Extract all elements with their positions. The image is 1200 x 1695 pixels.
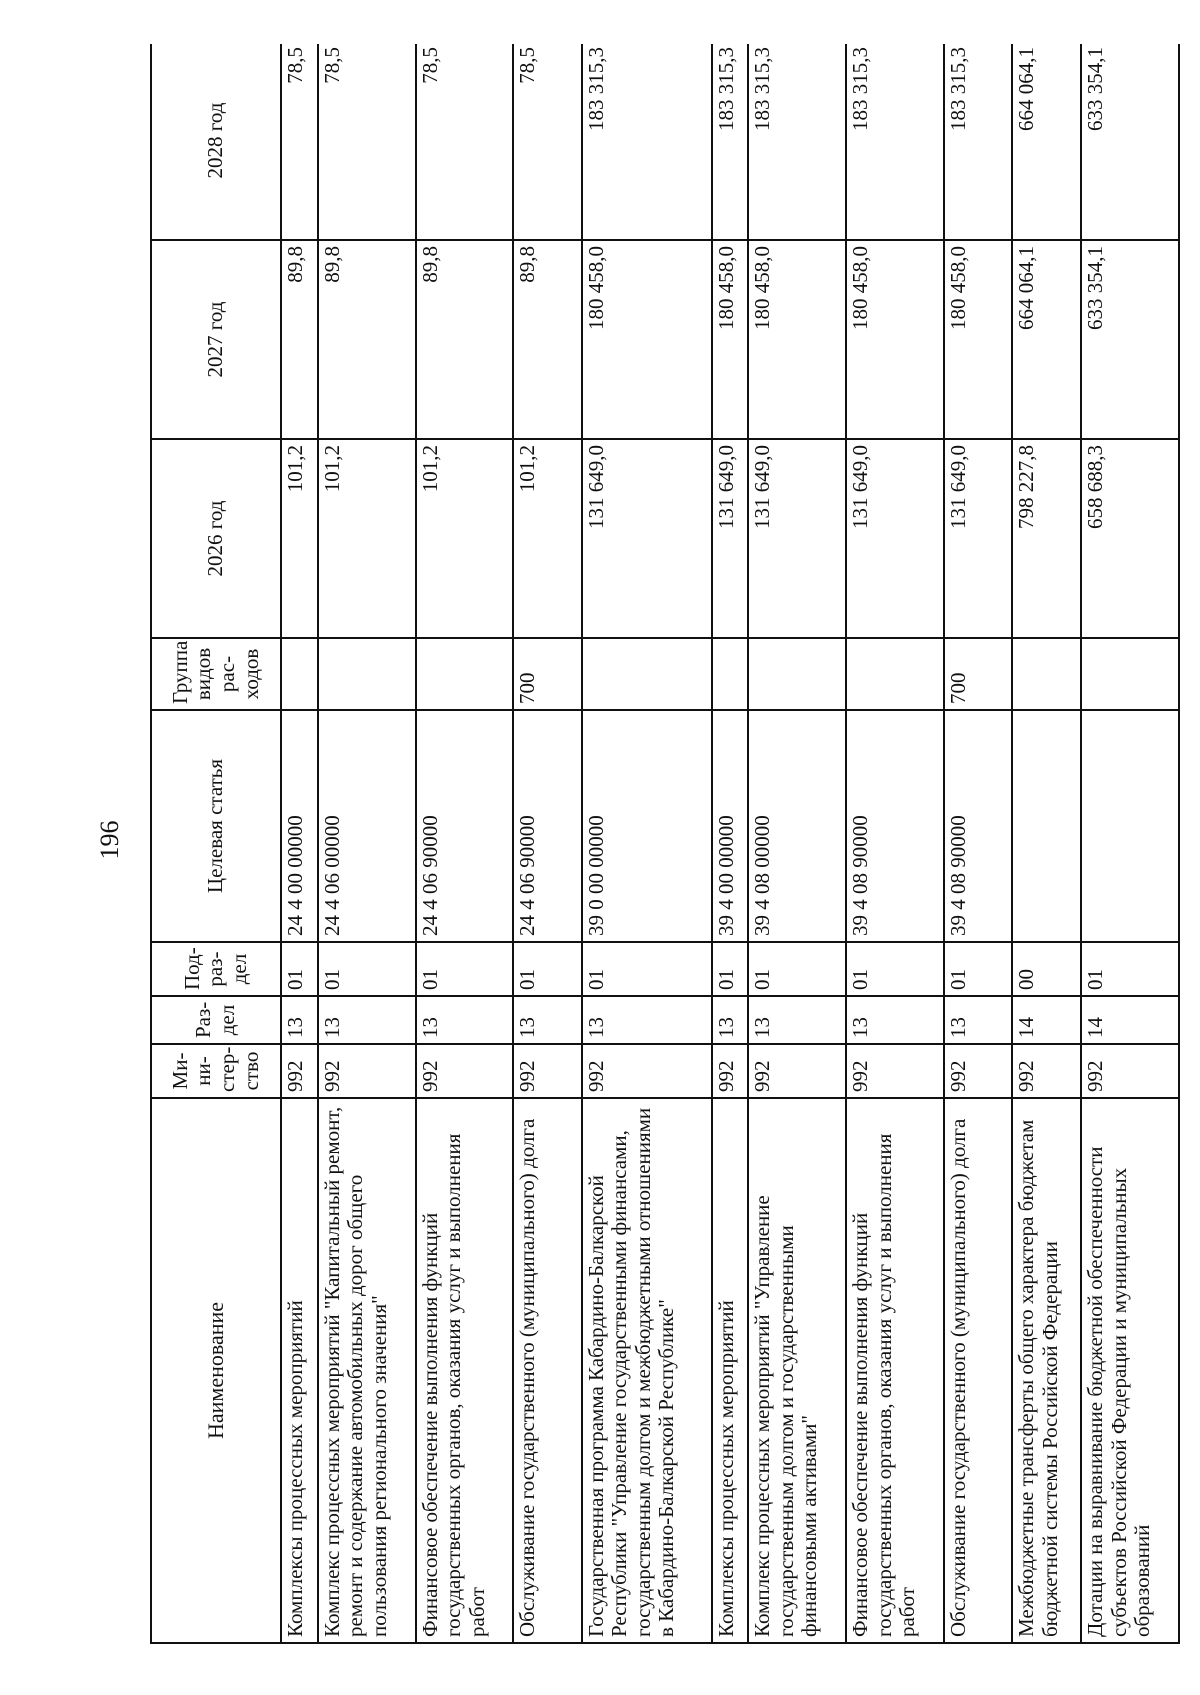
cell-ministry: 992 [846, 1044, 944, 1098]
cell-ministry: 992 [748, 1044, 846, 1098]
cell-2028: 78,5 [318, 44, 416, 240]
cell-target: 39 4 08 00000 [748, 710, 846, 942]
cell-ministry: 992 [944, 1044, 1013, 1098]
cell-2026: 131 649,0 [712, 439, 749, 638]
cell-section: 14 [1081, 996, 1179, 1044]
cell-target: 24 4 06 00000 [318, 710, 416, 942]
cell-target: 39 0 00 00000 [582, 710, 712, 942]
cell-name: Обслуживание государственного (муниципального) долга [513, 1098, 582, 1643]
cell-group: 700 [944, 638, 1013, 710]
cell-2027: 180 458,0 [582, 240, 712, 439]
cell-target: 24 4 00 00000 [281, 710, 318, 942]
cell-section: 13 [582, 996, 712, 1044]
cell-target: 39 4 08 90000 [846, 710, 944, 942]
cell-name: Комплексы процессных мероприятий [281, 1098, 318, 1643]
cell-2028: 633 354,1 [1081, 44, 1179, 240]
cell-group [712, 638, 749, 710]
cell-2026: 131 649,0 [582, 439, 712, 638]
cell-section: 13 [318, 996, 416, 1044]
header-year-2027: 2027 год [151, 240, 281, 439]
cell-2026: 131 649,0 [748, 439, 846, 638]
cell-2027: 664 064,1 [1012, 240, 1081, 439]
header-year-2028: 2028 год [151, 44, 281, 240]
cell-2028: 183 315,3 [846, 44, 944, 240]
cell-2028: 78,5 [513, 44, 582, 240]
table-row [944, 44, 1013, 1643]
cell-2027: 633 354,1 [1081, 240, 1179, 439]
cell-subsection: 00 [1012, 942, 1081, 996]
cell-subsection: 01 [318, 942, 416, 996]
cell-name: Финансовое обеспечение выполнения функций государственных органов, оказания услуг и выполнения работ [416, 1098, 514, 1643]
table-row [318, 44, 416, 1643]
table-row [712, 44, 749, 1643]
cell-group [582, 638, 712, 710]
cell-name: Комплекс процессных мероприятий "Капитальный ремонт, ремонт и содержание автомобильных дорог общего пользования регионального значения" [318, 1098, 416, 1643]
cell-section: 13 [944, 996, 1013, 1044]
cell-ministry: 992 [1012, 1044, 1081, 1098]
table-row [416, 44, 514, 1643]
cell-ministry: 992 [281, 1044, 318, 1098]
cell-target [1012, 710, 1081, 942]
cell-name: Обслуживание государственного (муниципального) долга [944, 1098, 1013, 1643]
header-expense-group: Группа видов рас-ходов [151, 638, 281, 710]
cell-subsection: 01 [748, 942, 846, 996]
cell-name: Комплекс процессных мероприятий "Управление государственным долгом и государственными финансовыми активами" [748, 1098, 846, 1643]
table-row [582, 44, 712, 1643]
cell-subsection: 01 [1081, 942, 1179, 996]
cell-subsection: 01 [944, 942, 1013, 996]
cell-2028: 78,5 [416, 44, 514, 240]
table-row [748, 44, 846, 1643]
cell-target: 24 4 06 90000 [416, 710, 514, 942]
cell-2028: 78,5 [281, 44, 318, 240]
cell-group [1081, 638, 1179, 710]
cell-2027: 89,8 [513, 240, 582, 439]
cell-2026: 101,2 [281, 439, 318, 638]
cell-name: Дотации на выравнивание бюджетной обеспеченности субъектов Российской Федерации и муниципальных образований [1081, 1098, 1179, 1643]
cell-2026: 101,2 [416, 439, 514, 638]
table-row [281, 44, 318, 1643]
cell-ministry: 992 [582, 1044, 712, 1098]
cell-section: 13 [748, 996, 846, 1044]
cell-2026: 131 649,0 [944, 439, 1013, 638]
cell-2027: 89,8 [416, 240, 514, 439]
cell-2028: 183 315,3 [582, 44, 712, 240]
cell-2027: 180 458,0 [712, 240, 749, 439]
cell-target: 39 4 08 90000 [944, 710, 1013, 942]
cell-2027: 89,8 [281, 240, 318, 439]
cell-group: 700 [513, 638, 582, 710]
cell-target: 24 4 06 90000 [513, 710, 582, 942]
cell-ministry: 992 [318, 1044, 416, 1098]
cell-2026: 131 649,0 [846, 439, 944, 638]
cell-subsection: 01 [513, 942, 582, 996]
cell-ministry: 992 [712, 1044, 749, 1098]
header-ministry: Ми-ни-стер-ство [151, 1044, 281, 1098]
table-row [1012, 44, 1081, 1643]
rotated-table-container [150, 44, 1180, 1644]
cell-subsection: 01 [712, 942, 749, 996]
cell-2027: 180 458,0 [846, 240, 944, 439]
cell-section: 13 [281, 996, 318, 1044]
cell-2026: 101,2 [318, 439, 416, 638]
cell-section: 13 [513, 996, 582, 1044]
cell-2027: 89,8 [318, 240, 416, 439]
table-row [846, 44, 944, 1643]
cell-target [1081, 710, 1179, 942]
cell-2026: 798 227,8 [1012, 439, 1081, 638]
cell-2028: 183 315,3 [748, 44, 846, 240]
cell-name: Финансовое обеспечение выполнения функций государственных органов, оказания услуг и выполнения работ [846, 1098, 944, 1643]
cell-group [748, 638, 846, 710]
cell-2027: 180 458,0 [748, 240, 846, 439]
page-number: 196 [95, 820, 124, 860]
table-header-row [151, 44, 281, 1643]
header-year-2026: 2026 год [151, 439, 281, 638]
cell-subsection: 01 [416, 942, 514, 996]
cell-ministry: 992 [1081, 1044, 1179, 1098]
cell-2028: 183 315,3 [944, 44, 1013, 240]
cell-section: 13 [416, 996, 514, 1044]
cell-subsection: 01 [281, 942, 318, 996]
budget-table-region [150, 44, 1180, 1644]
cell-2026: 658 688,3 [1081, 439, 1179, 638]
cell-target: 39 4 00 00000 [712, 710, 749, 942]
cell-ministry: 992 [416, 1044, 514, 1098]
header-subsection: Под-раз-дел [151, 942, 281, 996]
cell-2028: 664 064,1 [1012, 44, 1081, 240]
table-row [513, 44, 582, 1643]
cell-ministry: 992 [513, 1044, 582, 1098]
header-target-article: Целевая статья [151, 710, 281, 942]
cell-section: 13 [712, 996, 749, 1044]
cell-2026: 101,2 [513, 439, 582, 638]
budget-allocation-table [150, 44, 1180, 1644]
cell-group [416, 638, 514, 710]
cell-subsection: 01 [846, 942, 944, 996]
cell-2027: 180 458,0 [944, 240, 1013, 439]
cell-name: Государственная программа Кабардино-Балкарской Республики "Управление государственными финансами, государственным долгом и межбюджетными отношениями в Кабардино-Балкарской Республике" [582, 1098, 712, 1643]
cell-group [846, 638, 944, 710]
cell-group [318, 638, 416, 710]
header-section: Раз-дел [151, 996, 281, 1044]
table-row [1081, 44, 1179, 1643]
header-name: Наименование [151, 1098, 281, 1643]
cell-subsection: 01 [582, 942, 712, 996]
cell-group [281, 638, 318, 710]
cell-section: 13 [846, 996, 944, 1044]
cell-2028: 183 315,3 [712, 44, 749, 240]
cell-name: Межбюджетные трансферты общего характера бюджетам бюджетной системы Российской Федерации [1012, 1098, 1081, 1643]
cell-group [1012, 638, 1081, 710]
cell-section: 14 [1012, 996, 1081, 1044]
cell-name: Комплексы процессных мероприятий [712, 1098, 749, 1643]
